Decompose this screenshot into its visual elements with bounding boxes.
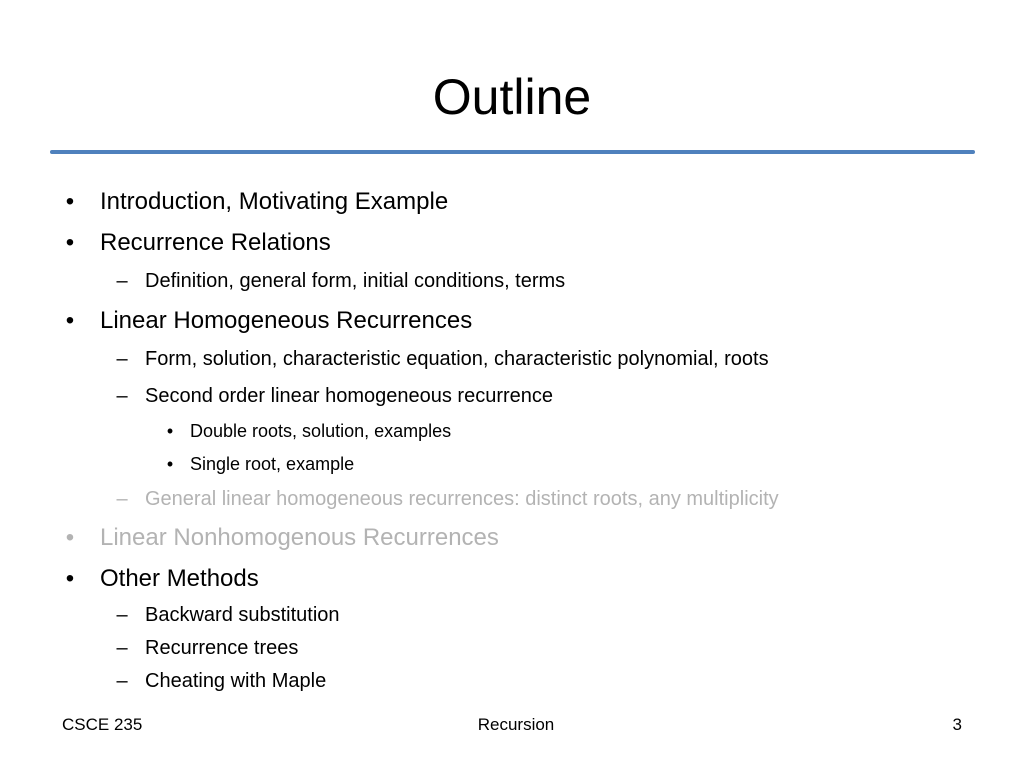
outline-subitem <box>116 668 327 694</box>
dash-marker: – <box>116 670 128 692</box>
footer-course: CSCE 235 <box>62 715 143 734</box>
outline-item-text: Recurrence Relations <box>100 229 331 256</box>
outline-item-text: Introduction, Motivating Example <box>100 188 449 215</box>
outline-subsubitem-text: Single root, example <box>190 454 355 474</box>
outline-subitem-text: Form, solution, characteristic equation, characteristic polynomial, roots <box>145 348 769 370</box>
outline-subitem-text: Second order linear homogeneous recurrence <box>145 385 554 407</box>
dash-marker: – <box>116 385 128 407</box>
outline-subitem-text: Recurrence trees <box>145 637 299 659</box>
bullet-marker: • <box>166 454 174 474</box>
outline-item <box>65 228 331 258</box>
footer-topic: Recursion <box>477 715 555 734</box>
bullet-marker: • <box>65 565 75 592</box>
outline-item-text: Other Methods <box>100 565 259 592</box>
outline-subitem <box>116 346 769 372</box>
bullet-marker: • <box>65 188 75 215</box>
outline-subsubitem <box>166 452 355 476</box>
outline-subitem-text: Cheating with Maple <box>145 670 327 692</box>
dash-marker: – <box>116 604 128 626</box>
outline-subsubitem <box>166 419 452 443</box>
outline-item-text: Linear Homogeneous Recurrences <box>100 307 473 334</box>
dash-marker: – <box>116 270 128 292</box>
dash-marker: – <box>116 637 128 659</box>
outline-item <box>65 564 259 594</box>
outline-subsubitem-text: Double roots, solution, examples <box>190 421 452 441</box>
outline-item <box>65 306 473 336</box>
outline-subitem-dimmed <box>116 486 779 512</box>
bullet-marker: • <box>166 421 174 441</box>
outline-item-dimmed <box>65 523 499 553</box>
outline-subitem-text: Backward substitution <box>145 604 340 626</box>
slide-number: 3 <box>952 715 962 734</box>
outline-subitem <box>116 635 299 661</box>
outline-subitem-text: General linear homogeneous recurrences: distinct roots, any multiplicity <box>145 488 779 510</box>
outline-item <box>65 187 449 217</box>
bullet-marker: • <box>65 307 75 334</box>
outline-subitem-text: Definition, general form, initial conditions, terms <box>145 270 566 292</box>
outline-subitem <box>116 383 554 409</box>
bullet-marker: • <box>65 524 75 551</box>
dash-marker: – <box>116 348 128 370</box>
bullet-marker: • <box>65 229 75 256</box>
outline-item-text: Linear Nonhomogenous Recurrences <box>100 524 499 551</box>
outline-subitem <box>116 602 340 628</box>
slide-title: Outline <box>432 69 592 125</box>
outline-subitem <box>116 268 566 294</box>
dash-marker: – <box>116 488 128 510</box>
